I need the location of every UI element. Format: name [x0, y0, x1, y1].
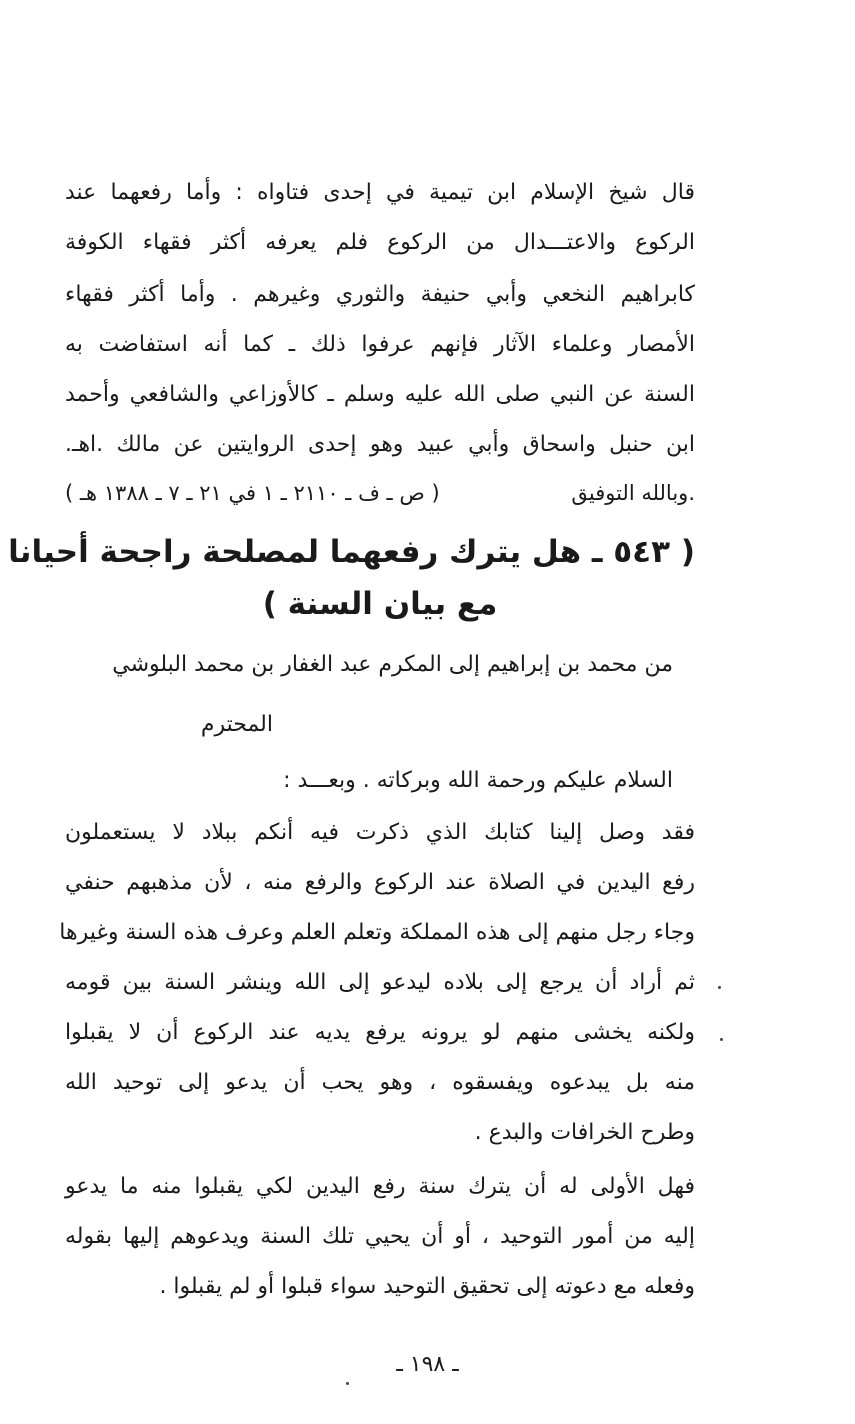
letter-from-line: من محمد بن إبراهيم إلى المكرم عبد الغفار بن محمد البلوشي — [112, 652, 673, 677]
text-line: وفعله مع دعوته إلى تحقيق التوحيد سواء قبلوا أو لم يقبلوا . — [159, 1274, 695, 1299]
letter-greeting: السلام عليكم ورحمة الله وبركاته . وبعـــد : — [283, 768, 673, 793]
text-line: إليه من أمور التوحيد ، أو أن يحيي تلك السنة ويدعوهم إليها بقوله — [65, 1224, 695, 1249]
text-line: الأمصار وعلماء الآثار فإنهم عرفوا ذلك ـ كما أنه استفاضت به — [65, 332, 695, 357]
text-line: رفع اليدين في الصلاة عند الركوع والرفع منه ، لأن مذهبهم حنفي — [65, 870, 695, 895]
text-line: الركوع والاعتـــدال من الركوع فلم يعرفه أكثر فقهاء الكوفة — [65, 230, 695, 255]
page-number: ـ ١٩٨ ـ — [396, 1352, 459, 1377]
text-line: قال شيخ الإسلام ابن تيمية في إحدى فتاواه : وأما رفعهما عند — [65, 180, 695, 205]
letter-honorific: المحترم — [200, 712, 273, 737]
reference-code: ( ص ـ ف ـ ٢١١٠ ـ ١ في ٢١ ـ ٧ ـ ١٣٨٨ هـ ) — [65, 481, 440, 505]
question-heading-line1: ( ٥٤٣ ـ هل يترك رفعهما لمصلحة راجحة أحيانا — [8, 534, 695, 570]
scan-speck — [346, 1382, 349, 1385]
text-line: وجاء رجل منهم إلى هذه المملكة وتعلم العلم وعرف هذه السنة وغيرها — [59, 920, 695, 945]
scan-speck — [720, 1038, 723, 1041]
text-line: ثم أراد أن يرجع إلى بلاده ليدعو إلى الله وينشر السنة بين قومه — [65, 970, 695, 995]
question-heading-line2: مع بيان السنة ) — [262, 586, 498, 622]
tawfiq-text: .وبالله التوفيق — [571, 481, 695, 505]
text-line: السنة عن النبي صلى الله عليه وسلم ـ كالأوزاعي والشافعي وأحمد — [65, 382, 695, 407]
text-line: كابراهيم النخعي وأبي حنيفة والثوري وغيرهم . وأما أكثر فقهاء — [65, 282, 695, 307]
scan-speck — [718, 986, 721, 989]
text-line: فقد وصل إلينا كتابك الذي ذكرت فيه أنكم ببلاد لا يستعملون — [65, 820, 695, 845]
text-line: منه بل يبدعوه ويفسقوه ، وهو يحب أن يدعو إلى توحيد الله — [65, 1070, 695, 1095]
text-line: ولكنه يخشى منهم لو يرونه يرفع يديه عند الركوع أن لا يقبلوا — [65, 1020, 695, 1045]
text-line: ابن حنبل واسحاق وأبي عبيد وهو إحدى الروايتين عن مالك .اهـ. — [65, 432, 695, 457]
text-line: فهل الأولى له أن يترك سنة رفع اليدين لكي يقبلوا منه ما يدعو — [65, 1174, 695, 1199]
closing-line — [65, 478, 695, 508]
text-line: وطرح الخرافات والبدع . — [474, 1120, 695, 1145]
